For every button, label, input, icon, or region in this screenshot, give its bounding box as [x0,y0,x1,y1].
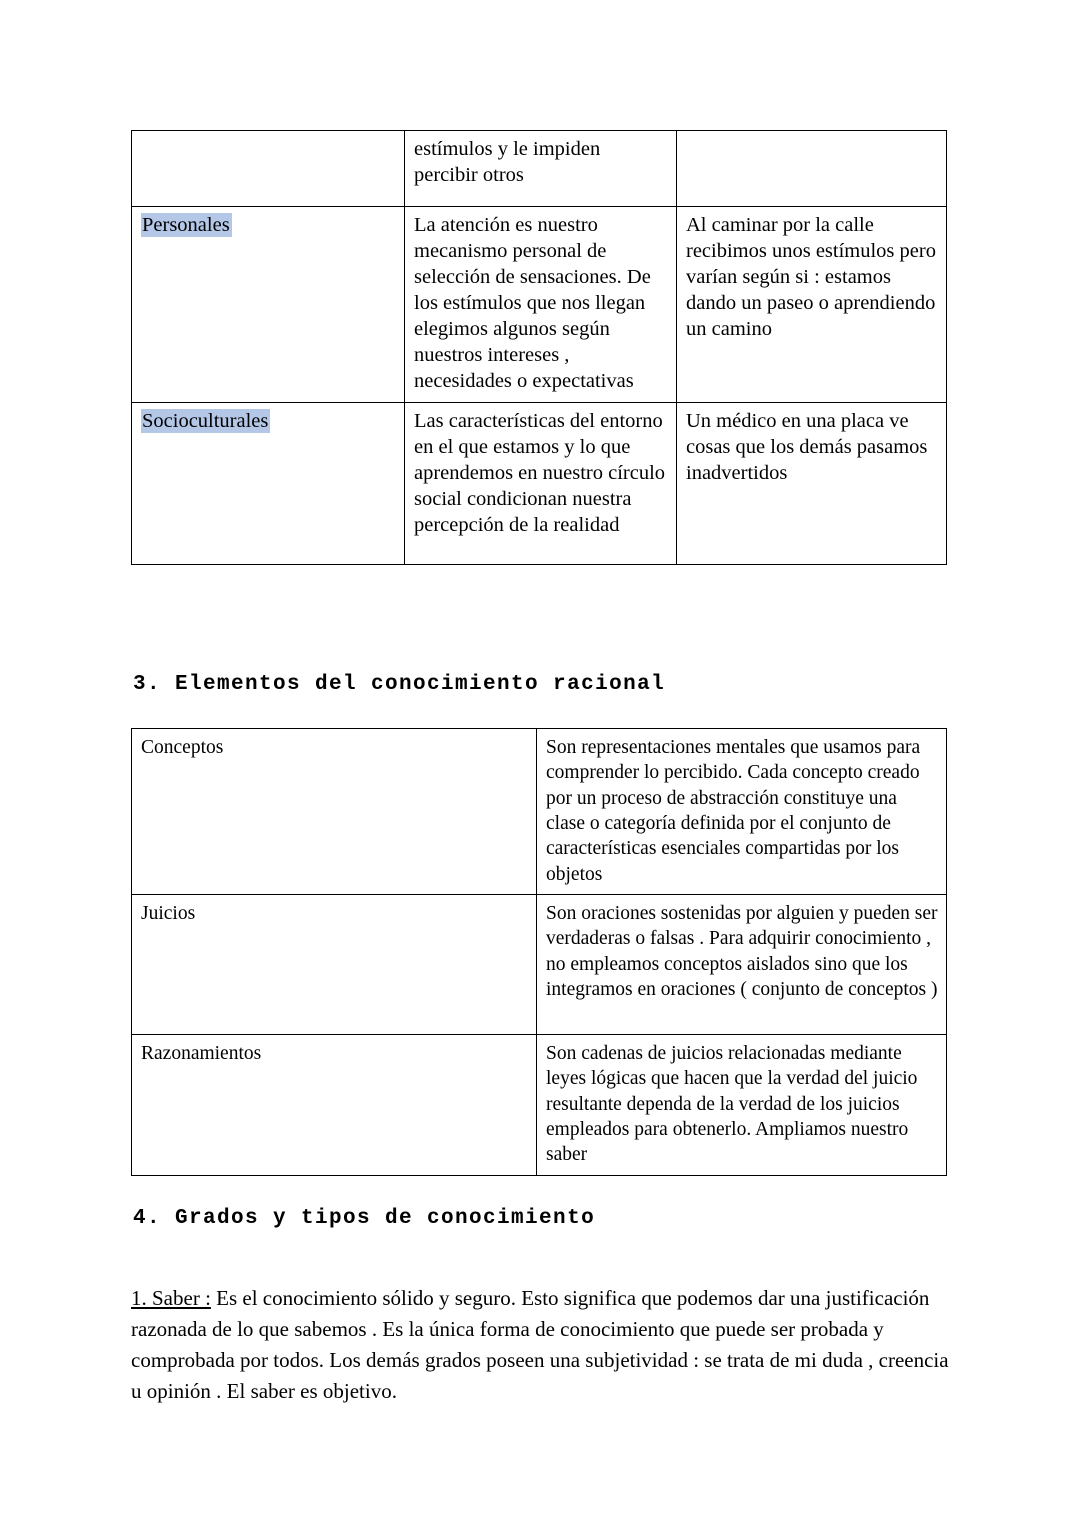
element-definition: Son cadenas de juicios relacionadas mediante leyes lógicas que hacen que la verdad del juicio resultante dependa de la verdad de los juicios empleados para obtenerlo. Ampliamos nuestro saber [546,1043,918,1166]
factor-definition-cell [405,403,677,565]
factor-label-cell [132,131,405,207]
element-label-cell [132,895,537,1035]
rational-elements-table [131,728,947,1176]
factor-definition: La atención es nuestro mecanismo personal de selección de sensaciones. De los estímulos que nos llegan elegimos algunos según nuestros intereses , necesidades o expectativas [414,214,651,392]
element-label-cell [132,729,537,895]
element-label: Juicios [141,903,196,925]
factor-definition: estímulos y le impiden percibir otros [414,138,601,186]
paragraph-lead-label: 1. Saber : [131,1286,211,1310]
element-label: Razonamientos [141,1043,262,1065]
factor-definition: Las características del entorno en el que estamos y lo que aprendemos en nuestro círculo social condicionan nuestra percepción de la realidad [414,410,666,536]
factor-example: Al caminar por la calle recibimos unos estímulos pero varían según si : estamos dando un paseo o aprendiendo un camino [686,214,936,340]
factor-example: Un médico en una placa ve cosas que los demás pasamos inadvertidos [686,410,928,484]
element-label-cell [132,1035,537,1176]
page-heading-section-3: 3. Elementos del conocimiento racional [133,673,666,696]
table-row [132,207,947,403]
element-definition-cell [537,895,947,1035]
table-row [132,403,947,565]
factor-label-cell [132,403,405,565]
factor-example-cell [677,131,947,207]
element-label: Conceptos [141,737,224,758]
table-row [132,1035,947,1176]
factor-definition-cell [405,207,677,403]
table-row [132,131,947,207]
element-definition: Son oraciones sostenidas por alguien y pueden ser verdaderas o falsas . Para adquirir conocimiento , no empleamos conceptos aislados sino que los integramos en oraciones ( conjunto de conceptos ) [546,903,938,1001]
element-definition: Son representaciones mentales que usamos para comprender lo percibido. Cada concepto creado por un proceso de abstracción constituye una clase o categoría definida por el conjunto de características esenciales compartidas por los objetos [546,737,921,885]
factor-definition-cell [405,131,677,207]
paragraph-saber [131,1283,951,1407]
element-definition-cell [537,729,947,895]
page-heading-section-4: 4. Grados y tipos de conocimiento [133,1207,596,1230]
factor-example-cell [677,207,947,403]
factor-label: Socioculturales [142,410,269,432]
table-row [132,729,947,895]
paragraph-body-text: Es el conocimiento sólido y seguro. Esto significa que podemos dar una justificación razonada de lo que sabemos . Es la única forma de conocimiento que puede ser probada y comprobada por todos. Los demás grados poseen una subjetividad : se trata de mi duda , creencia u opinión . El saber es objetivo. [131,1286,949,1404]
factor-label-cell [132,207,405,403]
perception-factors-table [131,130,947,565]
factor-example-cell [677,403,947,565]
table-row [132,895,947,1035]
factor-label: Personales [142,214,230,236]
element-definition-cell [537,1035,947,1176]
